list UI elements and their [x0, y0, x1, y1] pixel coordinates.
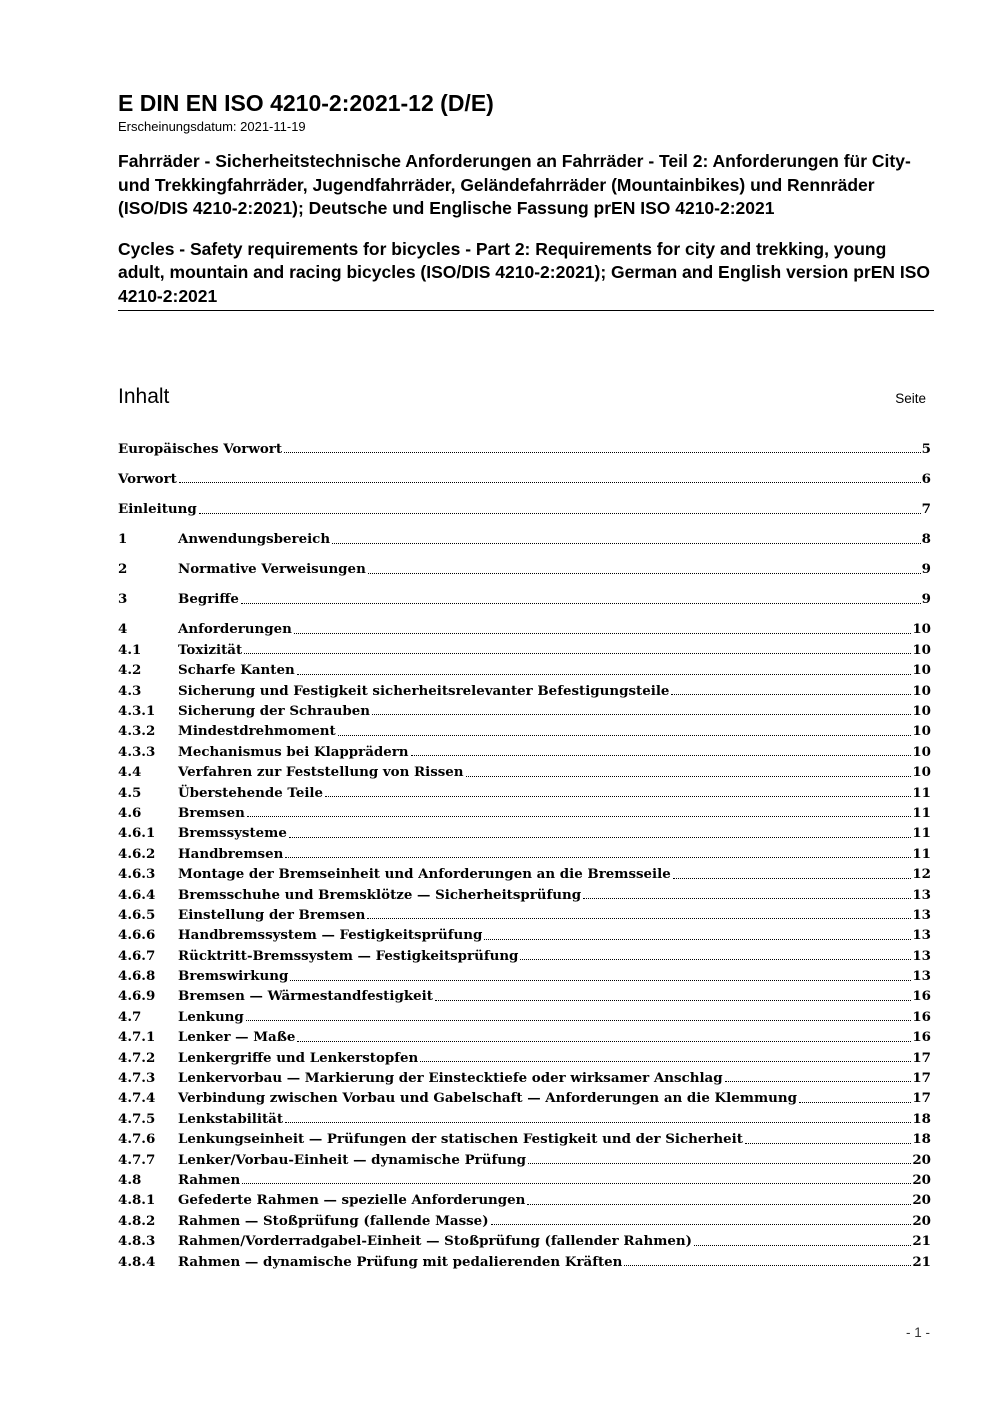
toc-entry-number: 4.6.1	[118, 825, 156, 842]
toc-entry-number: 4.7	[118, 1008, 142, 1025]
toc-entry-number: 4.8.3	[118, 1233, 156, 1250]
toc-entry-page: 18	[912, 1131, 931, 1148]
toc-entry[interactable]	[118, 589, 931, 609]
toc-entry-label: Rücktritt-Bremssystem — Festigkeitsprüfung	[178, 947, 519, 964]
toc-dot-leader	[242, 1183, 911, 1184]
toc-entry[interactable]	[118, 721, 931, 741]
toc-entry-label: Bremsen	[178, 804, 245, 821]
toc-entry[interactable]	[118, 966, 931, 986]
toc-entry[interactable]	[118, 1170, 931, 1190]
toc-entry-page: 5	[921, 440, 931, 457]
toc-dot-leader	[199, 513, 921, 514]
toc-entry-page: 12	[912, 866, 931, 883]
toc-entry-page: 21	[912, 1233, 931, 1250]
toc-dot-leader	[583, 898, 911, 899]
toc-dot-leader	[372, 714, 911, 715]
toc-dot-leader	[671, 694, 911, 695]
toc-entry-number: 4.6	[118, 804, 142, 821]
toc-dot-leader	[484, 939, 911, 940]
toc-dot-leader	[290, 980, 911, 981]
toc-entry-page: 16	[912, 1029, 931, 1046]
toc-dot-leader	[745, 1143, 911, 1144]
toc-dot-leader	[297, 1041, 911, 1042]
document-id: E DIN EN ISO 4210-2:2021-12 (D/E)	[118, 90, 494, 116]
toc-entry-label: Rahmen — dynamische Prüfung mit pedalierenden Kräften	[178, 1253, 623, 1270]
toc-entry-number: 4.7.5	[118, 1110, 156, 1127]
toc-entry[interactable]	[118, 1190, 931, 1210]
toc-entry-label: Begriffe	[178, 591, 239, 608]
toc-entry-number: 4.6.8	[118, 968, 156, 985]
toc-entry-page: 11	[912, 804, 931, 821]
toc-entry-number: 4.5	[118, 784, 142, 801]
toc-header	[118, 383, 926, 413]
toc-dot-leader	[244, 653, 911, 654]
toc-entry-label: Einstellung der Bremsen	[178, 906, 366, 923]
toc-entry-number: 4.3	[118, 682, 142, 699]
toc-entry-page: 21	[912, 1253, 931, 1270]
toc-dot-leader	[285, 1122, 911, 1123]
toc-entry-number: 4.1	[118, 641, 142, 658]
toc-entry-number: 4.3.1	[118, 703, 156, 720]
toc-entry-page: 7	[921, 501, 931, 518]
toc-entry-label: Bremssysteme	[178, 825, 287, 842]
toc-dot-leader	[435, 1000, 911, 1001]
toc-entry-page: 9	[921, 591, 931, 608]
toc-dot-leader	[673, 878, 912, 879]
toc-entry-number: 4.6.4	[118, 886, 156, 903]
toc-entry-number: 1	[118, 531, 128, 548]
toc-entry-label: Sicherung der Schrauben	[178, 703, 370, 720]
toc-entry-number: 4	[118, 621, 128, 638]
toc-entry-label: Lenker — Maße	[178, 1029, 296, 1046]
toc-entry-page: 10	[912, 764, 931, 781]
toc-entry[interactable]	[118, 529, 931, 549]
toc-entry-label: Lenkergriffe und Lenkerstopfen	[178, 1049, 419, 1066]
page-number: - 1 -	[905, 1325, 930, 1340]
toc-entry-label: Lenkung	[178, 1008, 244, 1025]
toc-entry[interactable]	[118, 660, 931, 680]
toc-entry-label: Rahmen/Vorderradgabel-Einheit — Stoßprüfung (fallender Rahmen)	[178, 1233, 692, 1250]
toc-entry-page: 13	[912, 886, 931, 903]
toc-dot-leader	[491, 1224, 912, 1225]
toc-entry-page: 18	[912, 1110, 931, 1127]
toc-entry[interactable]	[118, 1109, 931, 1129]
toc-title: Inhalt	[118, 385, 170, 408]
toc-entry-number: 4.8.4	[118, 1253, 156, 1270]
toc-entry-page: 20	[912, 1212, 931, 1229]
toc-entry-page: 16	[912, 1008, 931, 1025]
toc-entry-number: 4.7.3	[118, 1070, 156, 1087]
toc-entry-label: Montage der Bremseinheit und Anforderungen an die Bremsseile	[178, 866, 671, 883]
toc-entry-label: Rahmen — Stoßprüfung (fallende Masse)	[178, 1212, 489, 1229]
toc-dot-leader	[332, 543, 921, 544]
toc-dot-leader	[799, 1102, 911, 1103]
toc-entry-page: 10	[912, 723, 931, 740]
toc-entry-label: Europäisches Vorwort	[118, 440, 283, 457]
toc-entry[interactable]	[118, 1048, 931, 1068]
toc-entry[interactable]	[118, 1088, 931, 1108]
toc-entry-label: Normative Verweisungen	[178, 561, 366, 578]
toc-dot-leader	[241, 603, 921, 604]
toc-entry[interactable]	[118, 1068, 931, 1088]
toc-entry-number: 4.6.9	[118, 988, 156, 1005]
toc-dot-leader	[528, 1163, 911, 1164]
toc-entry[interactable]	[118, 925, 931, 945]
toc-dot-leader	[246, 1020, 912, 1021]
toc-entry-label: Gefederte Rahmen — spezielle Anforderungen	[178, 1192, 526, 1209]
toc-entry[interactable]	[118, 559, 931, 579]
toc-entry-number: 4.7.7	[118, 1151, 156, 1168]
toc-entry-page: 13	[912, 927, 931, 944]
toc-entry-page: 13	[912, 906, 931, 923]
toc-entry-page: 10	[912, 743, 931, 760]
toc-entry[interactable]	[118, 1007, 931, 1027]
toc-entry-label: Vorwort	[118, 471, 177, 488]
toc-entry-label: Anwendungsbereich	[178, 531, 331, 548]
toc-dot-leader	[527, 1204, 911, 1205]
toc-entry-label: Lenker/Vorbau-Einheit — dynamische Prüfung	[178, 1151, 527, 1168]
toc-entry-number: 4.6.6	[118, 927, 156, 944]
toc-entry-page: 10	[912, 641, 931, 658]
toc-dot-leader	[284, 452, 921, 453]
toc-entry[interactable]	[118, 987, 931, 1007]
toc-entry[interactable]	[118, 1027, 931, 1047]
toc-entry[interactable]	[118, 803, 931, 823]
toc-entry[interactable]	[118, 1211, 931, 1231]
toc-entry-label: Lenkungseinheit — Prüfungen der statischen Festigkeit und der Sicherheit	[178, 1131, 743, 1148]
toc-entry-label: Bremsschuhe und Bremsklötze — Sicherheitsprüfung	[178, 886, 582, 903]
toc-entry-label: Verfahren zur Feststellung von Rissen	[178, 764, 464, 781]
toc-entry-number: 4.6.2	[118, 845, 156, 862]
toc-entry-label: Handbremssystem — Festigkeitsprüfung	[178, 927, 483, 944]
publication-date: Erscheinungsdatum: 2021-11-19	[118, 119, 306, 134]
toc-entry-number: 4.7.2	[118, 1049, 156, 1066]
toc-entry-page: 10	[912, 662, 931, 679]
toc-entry-number: 4.8.1	[118, 1192, 156, 1209]
toc-entry-number: 4.4	[118, 764, 142, 781]
toc-entry-number: 4.6.7	[118, 947, 156, 964]
toc-entry[interactable]	[118, 640, 931, 660]
toc-entry-page: 10	[912, 621, 931, 638]
toc-entry[interactable]	[118, 844, 931, 864]
toc-entry[interactable]	[118, 783, 931, 803]
toc-entry[interactable]	[118, 905, 931, 925]
document-header	[118, 88, 934, 311]
toc-entry-label: Toxizität	[178, 641, 243, 658]
toc-entry-page: 10	[912, 703, 931, 720]
toc-entry[interactable]	[118, 439, 931, 459]
toc-entry-page: 13	[912, 968, 931, 985]
toc-entry-page: 13	[912, 947, 931, 964]
toc-dot-leader	[466, 776, 912, 777]
toc-entry-label: Bremswirkung	[178, 968, 289, 985]
toc-entry[interactable]	[118, 681, 931, 701]
toc-entry-label: Bremsen — Wärmestandfestigkeit	[178, 988, 433, 1005]
toc-entry[interactable]	[118, 742, 931, 762]
toc-entry-page: 9	[921, 561, 931, 578]
title-english: Cycles - Safety requirements for bicycles - Part 2: Requirements for city and trekking, young adult, mountain and racing bicycles (ISO/DIS 4210-2:2021); German and English version prEN ISO 4210-2:2021	[118, 238, 934, 312]
toc-entry-label: Scharfe Kanten	[178, 662, 295, 679]
toc-entry-label: Lenkstabilität	[178, 1110, 284, 1127]
toc-entry-number: 3	[118, 591, 128, 608]
toc-dot-leader	[420, 1061, 911, 1062]
toc-dot-leader	[297, 674, 912, 675]
toc-entry-page: 17	[912, 1049, 931, 1066]
toc-entry-number: 4.3.3	[118, 743, 156, 760]
toc-entry-number: 4.7.4	[118, 1090, 156, 1107]
toc-entry[interactable]	[118, 619, 931, 639]
toc-entry-page: 10	[912, 682, 931, 699]
toc-dot-leader	[294, 633, 911, 634]
toc-entry-label: Lenkervorbau — Markierung der Einstecktiefe oder wirksamer Anschlag	[178, 1070, 723, 1087]
toc-dot-leader	[368, 573, 921, 574]
toc-entry-page: 17	[912, 1070, 931, 1087]
toc-entry[interactable]	[118, 1252, 931, 1272]
toc-entry[interactable]	[118, 499, 931, 519]
toc-dot-leader	[289, 837, 912, 838]
toc-dot-leader	[411, 755, 912, 756]
toc-dot-leader	[247, 816, 912, 817]
toc-entry-number: 4.7.6	[118, 1131, 156, 1148]
toc-entry[interactable]	[118, 701, 931, 721]
toc-entry-page: 6	[921, 471, 931, 488]
toc-entry[interactable]	[118, 823, 931, 843]
toc-entry-page: 11	[912, 825, 931, 842]
toc-entry-page: 20	[912, 1172, 931, 1188]
title-german: Fahrräder - Sicherheitstechnische Anforderungen an Fahrräder - Teil 2: Anforderungen für City- und Trekkingfahrräder, Jugendfahrräder, Geländefahrräder (Mountainbikes) und Rennräder (ISO/DIS 4210-2:2021); Deutsche und Englische Fassung prEN ISO 4210-2:2021	[118, 151, 911, 218]
toc-entry[interactable]	[118, 1231, 931, 1251]
toc-entry-label: Anforderungen	[178, 621, 292, 638]
toc-dot-leader	[694, 1245, 911, 1246]
toc-entry[interactable]	[118, 864, 931, 884]
toc-entry-label: Mindestdrehmoment	[178, 723, 336, 740]
toc-entry-page: 20	[912, 1151, 931, 1168]
toc-entry-page: 8	[921, 531, 931, 548]
toc-dot-leader	[725, 1081, 912, 1082]
toc-entry-label: Einleitung	[118, 501, 197, 518]
toc-dot-leader	[367, 918, 911, 919]
toc-entry-label: Sicherung und Festigkeit sicherheitsrelevanter Befestigungsteile	[178, 682, 670, 699]
toc-entry[interactable]	[118, 885, 931, 905]
toc-dot-leader	[179, 482, 921, 483]
toc-dot-leader	[285, 857, 911, 858]
toc-dot-leader	[325, 796, 911, 797]
toc-dot-leader	[520, 959, 911, 960]
toc-entry-label: Handbremsen	[178, 845, 284, 862]
toc-entry-number: 4.7.1	[118, 1029, 156, 1046]
toc-entry-page: 11	[912, 784, 931, 801]
toc-entry-label: Überstehende Teile	[178, 784, 324, 801]
toc-entry-number: 4.8.2	[118, 1212, 156, 1229]
toc-entry-number: 4.3.2	[118, 723, 156, 740]
toc-entry[interactable]	[118, 1150, 931, 1170]
toc-dot-leader	[338, 735, 912, 736]
toc-entry-number: 2	[118, 561, 128, 578]
toc-entry-number: 4.2	[118, 662, 142, 679]
toc-entry-page: 20	[912, 1192, 931, 1209]
toc-entry-label: Rahmen	[178, 1172, 241, 1188]
toc-entry-page: 16	[912, 988, 931, 1005]
table-of-contents	[118, 439, 931, 1272]
toc-dot-leader	[624, 1265, 911, 1266]
toc-entry[interactable]	[118, 1129, 931, 1149]
toc-entry-number: 4.6.3	[118, 866, 156, 883]
toc-entry-number: 4.6.5	[118, 906, 156, 923]
toc-entry-page: 17	[912, 1090, 931, 1107]
toc-entry-label: Mechanismus bei Klapprädern	[178, 743, 409, 760]
toc-entry-number: 4.8	[118, 1172, 142, 1188]
toc-entry-page: 11	[912, 845, 931, 862]
toc-entry[interactable]	[118, 762, 931, 782]
toc-entry-label: Verbindung zwischen Vorbau und Gabelschaft — Anforderungen an die Klemmung	[178, 1090, 797, 1107]
toc-entry[interactable]	[118, 946, 931, 966]
toc-entry[interactable]	[118, 469, 931, 489]
toc-page-column-label: Seite	[895, 391, 926, 406]
